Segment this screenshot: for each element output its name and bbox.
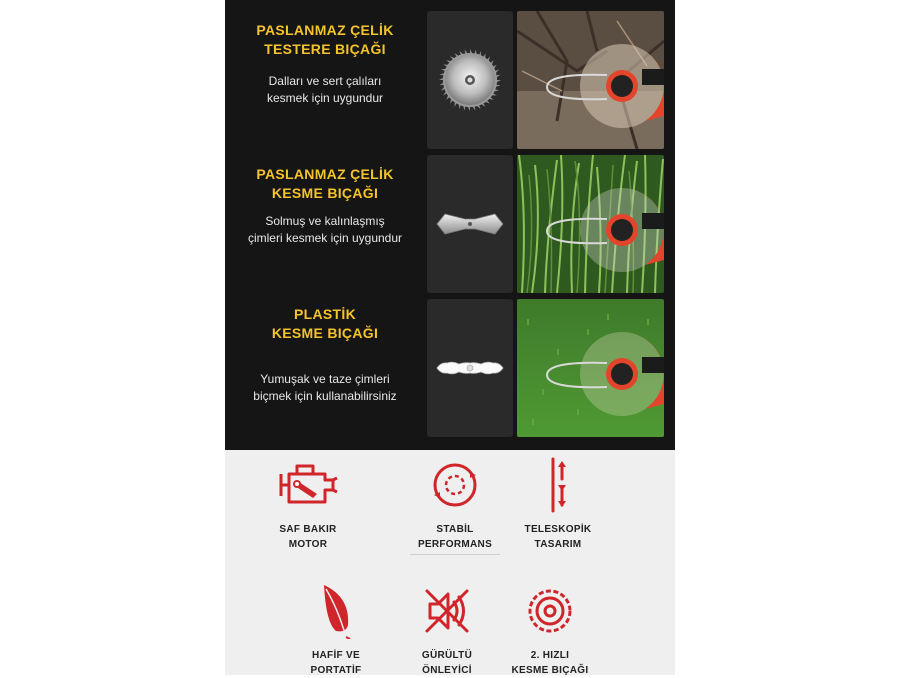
plastic-blade-icon: [435, 353, 505, 383]
feature-label: GÜRÜLTÜ: [421, 650, 473, 661]
feather-icon: [316, 583, 356, 639]
blade-title: PLASTİK KESME BIÇAĞI: [271, 306, 379, 341]
blade-description: Yumuşak ve taze çimleri biçmek için kullanabilirsiniz: [253, 372, 397, 403]
stable-rotation-icon: [430, 460, 480, 510]
blade-title: PASLANMAZ ÇELİK KESME BIÇAĞI: [256, 166, 394, 201]
branches-photo: [517, 11, 664, 149]
steel-cutting-blade-icon: [435, 209, 505, 239]
blade-title: PASLANMAZ ÇELİK TESTERE BIÇAĞI: [256, 22, 394, 57]
feature-label: PORTATİF: [310, 665, 362, 676]
feature-label: ÖNLEYİCİ: [422, 665, 472, 676]
feature-label: 2. HIZLI: [530, 650, 570, 661]
feature-light-portable: [281, 582, 391, 678]
engine-icon: [275, 460, 341, 510]
feature-label: TASARIM: [534, 539, 582, 550]
blade-row-plastic: [225, 299, 675, 439]
steel-blade-thumbnail: [427, 155, 513, 293]
feature-stable-performance: [400, 456, 510, 552]
feature-pure-copper-motor: [253, 456, 363, 552]
saw-blade-thumbnail: [427, 11, 513, 149]
fast-blade-icon: [525, 586, 575, 636]
feature-fast-cutting-blade: [495, 582, 605, 678]
mute-speaker-icon: [422, 586, 472, 636]
feature-divider: [410, 554, 500, 555]
lawn-photo: [517, 299, 664, 437]
saw-blade-icon: [438, 48, 502, 112]
blade-description: Solmuş ve kalınlaşmış çimleri kesmek için uygundur: [247, 214, 403, 245]
features-section: [225, 450, 675, 675]
feature-label: SAF BAKIR: [279, 524, 337, 535]
feature-label: HAFİF VE: [312, 650, 360, 661]
feature-label: TELESKOPİK: [524, 524, 592, 535]
telescopic-icon: [543, 457, 573, 513]
feature-noise-reduction: [392, 582, 502, 678]
blade-row-steel: [225, 155, 675, 295]
blade-description: Dalları ve sert çalıları kesmek için uygundur: [266, 74, 384, 105]
plastic-blade-thumbnail: [427, 299, 513, 437]
feature-label: MOTOR: [288, 539, 328, 550]
feature-label: STABİL: [436, 524, 474, 535]
blade-row-saw: [225, 11, 675, 151]
feature-telescopic-design: [503, 456, 613, 552]
tall-grass-photo: [517, 155, 664, 293]
feature-label: KESME BIÇAĞI: [511, 665, 589, 676]
feature-label: PERFORMANS: [417, 539, 493, 550]
